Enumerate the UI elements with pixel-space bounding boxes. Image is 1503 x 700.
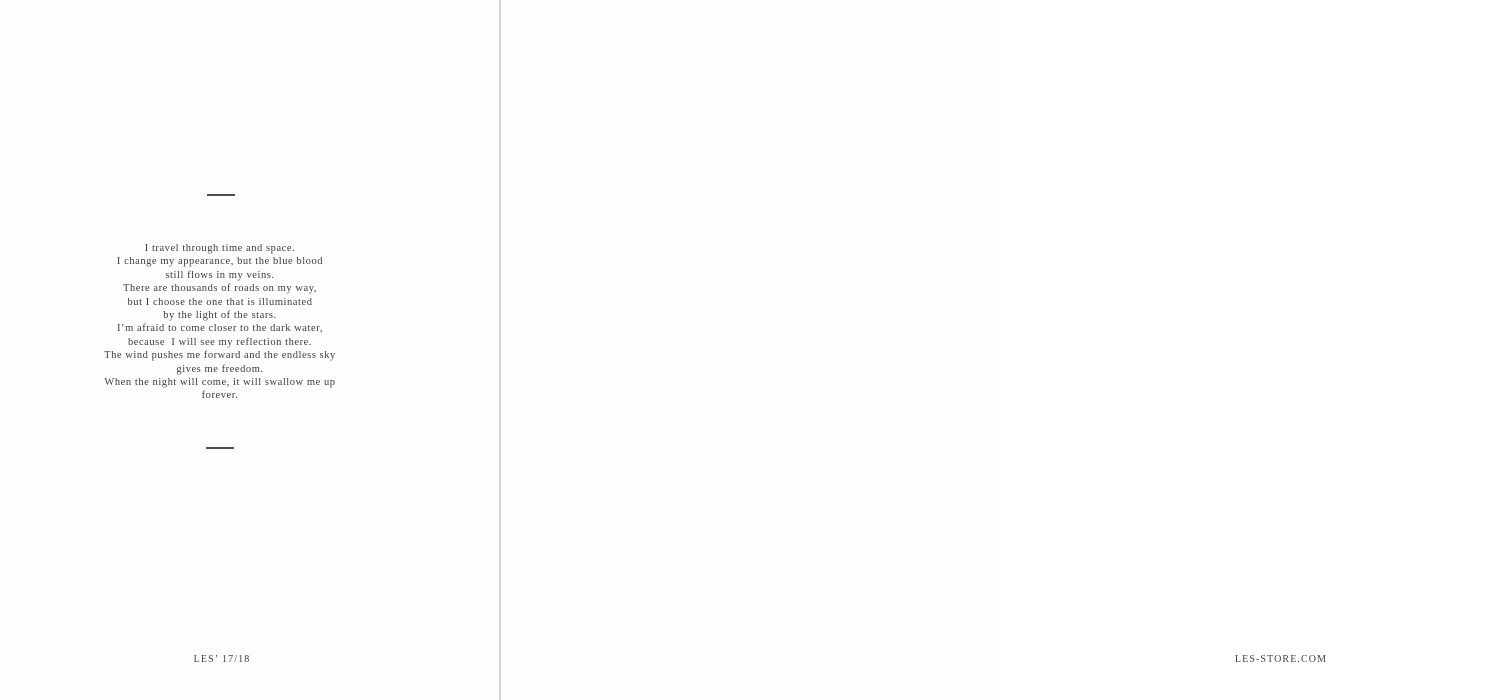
- poem-line: When the night will come, it will swallow me up: [104, 377, 336, 389]
- right-page: [501, 0, 1328, 700]
- poem-line: I change my appearance, but the blue blood: [116, 256, 324, 268]
- poem-line: The wind pushes me forward and the endless sky: [104, 350, 336, 362]
- poem-line: forever.: [201, 390, 239, 402]
- left-page: [0, 0, 499, 700]
- store-url-footer: LES-STORE.COM: [1234, 654, 1328, 665]
- poem-line: still flows in my veins.: [165, 269, 275, 281]
- poem-block: [0, 242, 440, 403]
- poem-line: by the light of the stars.: [163, 310, 277, 322]
- poem-line: There are thousands of roads on my way,: [123, 283, 317, 295]
- poem-line: I’m afraid to come closer to the dark water,: [117, 323, 323, 335]
- ornament-rule-top: [207, 194, 235, 196]
- poem-line: gives me freedom.: [176, 363, 264, 375]
- left-page-footer: LES’ 17/18: [193, 654, 251, 665]
- poem-line: but I choose the one that is illuminated: [127, 296, 313, 308]
- ornament-rule-bottom: [206, 447, 234, 449]
- poem-line: because I will see my reflection there.: [127, 336, 313, 348]
- poem-line: I travel through time and space.: [144, 243, 296, 254]
